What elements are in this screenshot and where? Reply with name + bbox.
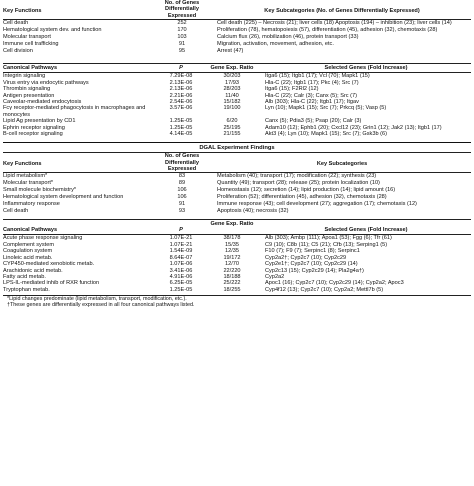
subcategories: Homeostasis (12); secretion (14); lipid production (14); lipid amount (16) [217,187,396,194]
gene-count: 103 [177,34,187,41]
subcategories: Migration, activation, movement, adhesion, etc. [217,41,334,48]
pathway-name: Acute phase response signaling [3,235,83,242]
function-name: Cell death [3,208,29,215]
dgal-title: DGAL Experiment Findings [199,144,275,151]
dgal-pathways-table [3,235,471,293]
subcategories: Metabolism (40); transport (17); modification (22); synthesis (23) [217,173,377,180]
selected-genes: Akt3 (4); Lyn (10); Mapk1 (15); Src (7); Gsk3b (6) [265,131,387,138]
header-ratio: Gene Exp. Ratio [210,64,254,71]
subcategories: Immune response (43); cell development (27); aggregation (17); chemotaxis (12) [217,201,417,208]
p-value: 2.13E-06 [169,86,193,93]
header-key-functions: Key Functions [3,8,42,14]
gene-exp-ratio: 19/172 [223,254,241,261]
gene-exp-ratio: 11/40 [225,92,239,99]
selected-genes: Itga6 (15); F2Rl2 (12) [265,86,319,93]
header-canonical-pathways: Canonical Pathways [3,64,58,71]
selected-genes: Alb (303); Hla-C (22); Itgb1 (17); Itgav [265,98,359,105]
header-gene-count: No. of Genes Differentially Expressed [164,153,200,173]
p-value: 1.07E-21 [169,235,193,242]
subcategories: Quantity (49); transport (28); release (25); protein localization (10) [217,180,380,187]
p-value: 1.25E-05 [169,286,193,293]
selected-genes: Hla-C (22); Calr (3); Canx (5); Src (7) [265,92,357,99]
gene-count: 93 [178,208,186,215]
selected-genes: Hla-C (22); Itgb1 (17); Pkc (4); Src (7) [265,79,359,86]
gene-count: 95 [178,47,186,54]
table-row [3,173,471,180]
dgal-pathways-header [3,220,471,234]
function-name: Molecular transport [3,34,51,41]
table-row [3,208,471,215]
selected-genes: Cyp2a2 [265,273,285,280]
table-row [3,201,471,208]
gene-count: 170 [177,27,187,34]
header-gene-count: No. of Genes Differentially Expressed [164,0,200,19]
dgal-functions-header [3,153,471,172]
footnote: *Lipid changes predominate (lipid metabolism, transport, modification, etc.). [7,296,187,303]
gene-exp-ratio: 12/35 [225,248,239,255]
p-value: 2.21E-06 [169,92,193,99]
gene-exp-ratio: 38/178 [223,235,241,242]
table-row [3,20,471,27]
pathway-name: Tryptophan metab. [3,286,50,293]
gene-exp-ratio: 12/70 [225,261,239,268]
footnote: †These genes are differentially expressed in all four canonical pathways listed. [7,302,195,309]
functions-table [3,20,471,55]
header-p: P [179,226,183,233]
function-name: Immune cell trafficking [3,41,59,48]
table-row [3,194,471,201]
table-row [3,105,471,118]
gene-exp-ratio: 25/222 [223,280,241,287]
subcategories: Calcium flux (26), mobilization (46), protein transport (33) [217,34,359,41]
gene-exp-ratio: 17/93 [225,79,239,86]
selected-genes: Cyp4f12 (13); Cyp2c7 (10); Cyp2a2; Mettl7b (5) [265,286,384,293]
selected-genes: Apoc1 (16); Cyp2c7 (10); Cyp2c29 (14); Cyp2a2; Apoc3 [265,280,404,287]
pathway-name: Caveolar-mediated endocytosis [3,98,82,105]
gene-exp-ratio: 18/255 [223,286,241,293]
gene-exp-ratio: 6/20 [226,118,238,125]
table-row [3,287,471,293]
gene-count: 83 [178,173,186,180]
gene-exp-ratio: 22/220 [223,267,241,274]
gene-count: 91 [178,201,186,208]
header-subcategories: Key Subcategories [316,161,368,168]
subcategories: Proliferation (78), hematopoiesis (57), differentiation (45), adhesion (32), chemotaxis (28) [217,27,438,34]
p-value: 3.41E-06 [169,267,193,274]
table-row [3,187,471,194]
gene-exp-ratio: 19/100 [223,105,241,112]
p-value: 4.14E-05 [169,131,193,138]
pathways-table [3,73,471,137]
selected-genes: Lyn (10); Mapk1 (15); Src (7); Prkcq (5); Vasp (5) [265,105,387,112]
header-p: P [179,64,183,71]
pathway-name: B-cell receptor signaling [3,131,63,138]
pathway-name: Fcγ receptor-mediated phagocytosis in macrophages and monocytes [3,105,146,118]
p-value: 3.57E-06 [169,105,193,112]
gene-exp-ratio: 15/182 [223,98,241,105]
pathway-name: Fatty acid metab. [3,273,46,280]
footnotes [3,296,471,308]
table-row [3,27,471,34]
gene-exp-ratio: 15/35 [225,241,239,248]
function-name: Hematological system dev. and function [3,27,102,34]
pathway-name: Virus entry via endocytic pathways [3,79,89,86]
gene-count: 106 [177,187,187,194]
selected-genes: C9 (10); C8b (11); C5 (21); Cfb (13); Serping1 (5) [265,241,388,248]
p-value: 8.64E-07 [169,254,193,261]
p-value: 1.25E-05 [169,124,193,131]
gene-exp-ratio: 18/188 [223,273,241,280]
gene-count: 89 [178,180,186,187]
p-value: 1.25E-05 [169,118,193,125]
p-value: 1.54E-09 [169,248,193,255]
subcategories: Arrest (47) [217,47,244,54]
pathway-name: LPS-IL-mediated inhib of RXR function [3,280,100,287]
pathway-name: Linoleic acid metab. [3,254,53,261]
gene-count: 106 [177,194,187,201]
p-value: 1.07E-06 [169,261,193,268]
gene-count: 91 [178,41,186,48]
p-value: 6.25E-05 [169,280,193,287]
table-row [3,34,471,41]
p-value: 1.07E-21 [169,241,193,248]
selected-genes: Itga6 (15); Itgb1 (17); Vcl (70); Mapk1 (15) [265,73,370,80]
pathway-name: Coagulation system [3,248,53,255]
pathway-name: Arachidonic acid metab. [3,267,63,274]
selected-genes: Adam10 (12); Ephb1 (20); Cxcl12 (23); Grin1 (12); Jak2 (13); Itgb1 (17) [265,124,442,131]
p-value: 2.54E-06 [169,98,193,105]
function-name: Molecular transport* [3,180,54,187]
selected-genes: Canx (5); Pdia3 (5); Psap (20); Calr (3) [265,118,362,125]
pathways-header [3,64,471,72]
header-selected-genes: Selected Genes (Fold Increase) [324,226,408,233]
table-row [3,41,471,48]
pathway-name: Antigen presentation [3,92,55,99]
gene-exp-ratio: 25/195 [223,124,241,131]
pathway-name: Integrin signaling [3,73,46,80]
header-canonical-pathways: Canonical Pathways [3,226,58,233]
header-key-functions: Key Functions [3,161,42,168]
p-value: 2.13E-06 [169,79,193,86]
selected-genes: Cyp2c13 (15); Cyp2c29 (14); Pla2g4a†) [265,267,364,274]
header-subcategories: Key Subcategories (No. of Genes Differentially Expressed) [264,8,420,14]
header-ratio: Gene Exp. Ratio [210,220,254,227]
function-name: Cell division [3,47,33,54]
function-name: Lipid metabolism* [3,173,48,180]
selected-genes: Cyp2e1†; Cyp2c7 (10); Cyp2c29 (14) [265,261,358,268]
pathway-name: CYP450-mediated xenobiotic metab. [3,261,95,268]
pathway-name: Ephrin receptor signaling [3,124,65,131]
selected-genes: Cyp2a2†; Cyp2c7 (10); Cyp2c29 [265,254,347,261]
functions-header [3,0,471,19]
subcategories: Proliferation (52); differentiation (45), adhesion (32), chemotaxis (28) [217,194,387,201]
gene-exp-ratio: 21/155 [223,131,241,138]
function-name: Cell death [3,20,29,27]
gene-exp-ratio: 28/203 [223,86,241,93]
selected-genes: Alb (303); Ambp (111); Apoa1 (53); Fgg (6); Tfr (61) [265,235,392,242]
selected-genes: F10 (7); F9 (7); Serpinc1 (8); Serpinc1 [265,248,360,255]
function-name: Hematological system development and function [3,194,124,201]
table-row [3,131,471,137]
header-selected-genes: Selected Genes (Fold Increase) [324,64,408,71]
pathway-name: Thrombin signaling [3,86,51,93]
subcategories: Apoptosis (40); necrosis (32) [217,208,289,215]
dgal-functions-table [3,173,471,215]
subcategories: Cell death (225) – Necrosis (21); liver cells (18) Apoptosis (194) – inhibition (23); liver cells (14) [217,20,452,27]
pathway-name: Complement system [3,241,54,248]
p-value: 4.91E-06 [169,273,193,280]
table-row [3,48,471,55]
function-name: Small molecule biochemistry* [3,187,77,194]
gene-exp-ratio: 30/203 [223,73,241,80]
p-value: 7.29E-08 [169,73,193,80]
gene-count: 252 [177,20,187,27]
table-row [3,180,471,187]
pathway-name: Lipid Ag presentation by CD1 [3,118,76,125]
function-name: Inflammatory response [3,201,60,208]
